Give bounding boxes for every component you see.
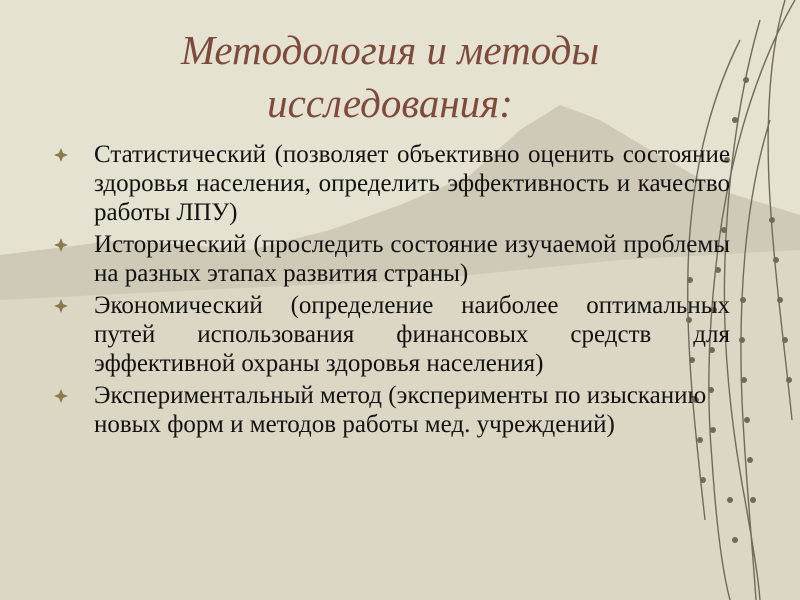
title-line-2: исследования: (267, 80, 513, 126)
diamond-cluster-icon (54, 238, 68, 252)
list-item (50, 291, 730, 378)
slide-title (60, 24, 720, 130)
list-item (50, 140, 730, 227)
diamond-cluster-icon (54, 389, 68, 403)
list-item (50, 230, 730, 288)
list-item-text: Экономический (определение наиболее оптимальных путей использования финансовых средств для эффективной охраны здоровья населения) (94, 292, 730, 377)
methods-list (50, 140, 730, 442)
diamond-cluster-icon (54, 299, 68, 313)
list-item (50, 381, 730, 439)
list-item-text: Статистический (позволяет объективно оценить состояние здоровья населения, определить эффективность и качество работы ЛПУ) (94, 141, 730, 226)
title-line-1: Методология и методы (180, 27, 600, 73)
list-item-text: Исторический (проследить состояние изучаемой проблемы на разных этапах развития страны) (94, 231, 730, 287)
diamond-cluster-icon (54, 148, 68, 162)
list-item-text: Экспериментальный метод (эксперименты по изысканию новых форм и методов работы мед. учреждений) (94, 382, 707, 438)
